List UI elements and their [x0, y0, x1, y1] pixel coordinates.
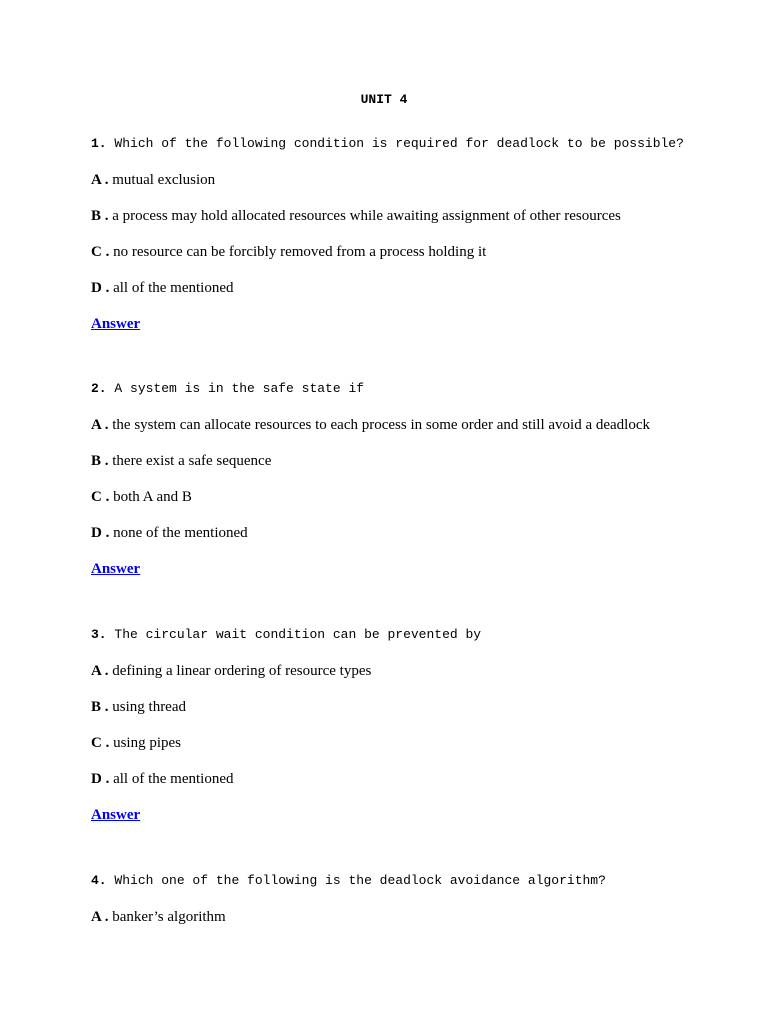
option-text: mutual exclusion	[112, 172, 216, 188]
option-letter: A .	[91, 417, 109, 433]
option-d	[91, 524, 731, 542]
option-text: there exist a safe sequence	[112, 453, 272, 469]
question-prompt: The circular wait condition can be prevented by	[114, 627, 482, 642]
option-letter: B .	[91, 453, 109, 469]
option-a	[91, 908, 731, 926]
question-block-3	[91, 626, 731, 824]
option-letter: A .	[91, 909, 109, 925]
option-a	[91, 171, 731, 189]
question-number: 4.	[91, 873, 107, 888]
answer-link-2[interactable]: Answer	[91, 561, 141, 577]
question-block-4	[91, 872, 731, 926]
option-letter: C .	[91, 735, 110, 751]
option-b	[91, 452, 731, 470]
option-letter: D .	[91, 525, 110, 541]
question-text	[91, 135, 731, 153]
question-number: 2.	[91, 381, 107, 396]
option-letter: A .	[91, 172, 109, 188]
question-prompt: Which one of the following is the deadlock avoidance algorithm?	[114, 873, 606, 888]
option-letter: B .	[91, 208, 109, 224]
option-text: none of the mentioned	[113, 525, 248, 541]
question-prompt: A system is in the safe state if	[114, 381, 365, 396]
option-b	[91, 207, 731, 225]
option-letter: C .	[91, 244, 110, 260]
option-text: all of the mentioned	[113, 280, 234, 296]
option-b	[91, 698, 731, 716]
option-letter: D .	[91, 280, 110, 296]
answer-link-1[interactable]: Answer	[91, 316, 141, 332]
page-title: UNIT 4	[360, 92, 408, 107]
option-c	[91, 243, 731, 261]
option-letter: B .	[91, 699, 109, 715]
option-d	[91, 279, 731, 297]
option-text: banker’s algorithm	[112, 909, 226, 925]
option-letter: C .	[91, 489, 110, 505]
question-text	[91, 626, 731, 644]
option-letter: A .	[91, 663, 109, 679]
option-c	[91, 488, 731, 506]
option-text: using pipes	[113, 735, 182, 751]
question-prompt: Which of the following condition is required for deadlock to be possible?	[114, 136, 684, 151]
option-text: using thread	[112, 699, 186, 715]
option-text: both A and B	[113, 489, 192, 505]
question-number: 3.	[91, 627, 107, 642]
question-block-1	[91, 135, 731, 333]
question-text	[91, 872, 731, 890]
option-d	[91, 770, 731, 788]
option-letter: D .	[91, 771, 110, 787]
question-text	[91, 380, 731, 398]
option-text: the system can allocate resources to each process in some order and still avoid a deadlock	[112, 417, 650, 433]
question-block-2	[91, 380, 731, 578]
question-number: 1.	[91, 136, 107, 151]
option-a	[91, 662, 731, 680]
option-c	[91, 734, 731, 752]
option-text: no resource can be forcibly removed from a process holding it	[113, 244, 487, 260]
option-text: a process may hold allocated resources while awaiting assignment of other resources	[112, 208, 621, 224]
option-a	[91, 416, 731, 434]
answer-link-3[interactable]: Answer	[91, 807, 141, 823]
option-text: defining a linear ordering of resource types	[112, 663, 372, 679]
option-text: all of the mentioned	[113, 771, 234, 787]
